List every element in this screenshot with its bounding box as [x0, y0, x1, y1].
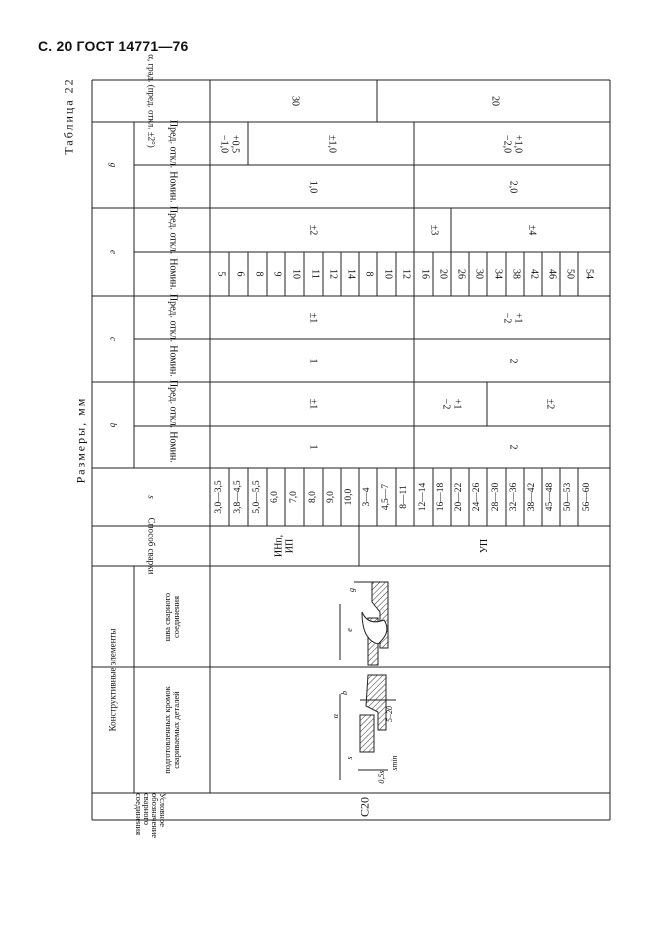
s-value-19: 45—48: [545, 482, 556, 512]
e-nom-21: 54: [583, 269, 595, 279]
weld-seam-header: шва сварного соединения: [162, 592, 181, 641]
b-tol-1: ±1: [307, 398, 319, 410]
e-tol-2: ±3: [427, 224, 439, 236]
s-value-16: 28—30: [490, 482, 501, 512]
label-offset: 0,5s: [376, 770, 386, 784]
method-1: ИНп, ИП: [273, 534, 295, 558]
s-value-4: 6,0: [270, 491, 281, 503]
e-nom-10: 10: [381, 269, 393, 279]
e-nom-13: 20: [437, 269, 449, 279]
label-smin: smin: [389, 755, 399, 771]
b-tol-3: ±2: [543, 398, 555, 410]
g-tol-header: Пред. откл.: [167, 119, 179, 168]
label-5-20: 5–20: [384, 706, 394, 722]
c-tol-header: Пред. откл.: [167, 293, 179, 342]
e-nom-17: 38: [510, 269, 522, 279]
label-e: e: [344, 628, 354, 632]
c-tol-1: ±1: [307, 312, 319, 323]
s-value-9: 3—4: [362, 487, 373, 507]
s-value-15: 24—26: [472, 482, 483, 512]
page-header: С. 20 ГОСТ 14771—76: [38, 38, 189, 54]
e-nom-3: 8: [252, 271, 264, 277]
method-2: УП: [478, 538, 490, 554]
alpha-value-1: 30: [288, 96, 300, 106]
g-tol-2: ±1,0: [326, 134, 338, 153]
joint-code: С20: [357, 796, 372, 817]
c-tol-2: +1 −2: [502, 312, 524, 323]
e-nom-4: 9: [271, 271, 283, 277]
s-value-8: 10,0: [344, 488, 355, 506]
e-nom-2: 6: [233, 271, 245, 277]
welding-method-header: Способ сварки: [146, 517, 157, 575]
e-nom-9: 8: [363, 271, 375, 277]
e-nom-19: 46: [546, 269, 558, 279]
g-nom-header: Номин.: [167, 170, 179, 203]
e-nom-8: 14: [345, 269, 357, 279]
g-tol-3: +1,0 −2,0: [502, 134, 524, 153]
s-value-2: 3,8—4,5: [232, 480, 243, 514]
s-value-1: 3,0—3,5: [213, 480, 224, 514]
prepared-edges-header: подготовленных кромок свариваемых деталей: [162, 686, 181, 774]
b-nom-2: 2: [507, 444, 519, 450]
e-nom-12: 16: [418, 269, 430, 279]
technical-drawings: [340, 582, 396, 780]
b-header: b: [108, 422, 119, 428]
alpha-header: α, град. (пред. откл. ±2°): [146, 54, 157, 148]
weld-seam-drawing: [340, 582, 388, 665]
e-nom-6: 11: [308, 269, 320, 279]
s-value-10: 4,5—7: [380, 483, 391, 511]
g-nom-2: 2,0: [507, 180, 519, 193]
e-header: e: [108, 250, 119, 254]
g-tol-1: +0,5 −1,0: [219, 134, 241, 153]
b-tol-header: Пред. откл.: [167, 379, 179, 429]
s-value-21: 56—60: [582, 482, 593, 512]
s-value-5: 7,0: [288, 491, 299, 503]
e-nom-7: 12: [327, 269, 339, 279]
joint-designation-header: Условное обозначение сварного соединения: [133, 792, 169, 838]
label-s: s: [344, 756, 354, 760]
s-header: s: [146, 495, 157, 499]
table-label: Таблица 22: [61, 77, 76, 155]
g-nom-1: 1,0: [307, 180, 319, 193]
structural-elements-header: Конструктивные элементы: [107, 628, 118, 731]
b-tol-2: +1 −2: [440, 398, 462, 410]
s-value-20: 50—53: [563, 482, 574, 512]
b-nom-1: 1: [307, 444, 319, 450]
c-nom-1: 1: [307, 358, 319, 363]
e-nom-14: 26: [455, 269, 467, 279]
s-value-13: 16—18: [436, 482, 447, 512]
e-tol-header: Пред. откл.: [167, 205, 179, 255]
e-nom-15: 30: [473, 269, 485, 279]
c-nom-header: Номин.: [167, 344, 179, 377]
s-value-6: 8,0: [307, 491, 318, 503]
e-nom-18: 42: [528, 269, 540, 279]
c-header: c: [108, 337, 119, 341]
c-nom-2: 2: [507, 358, 519, 363]
e-tol-3: ±4: [525, 224, 537, 236]
alpha-value-2: 20: [488, 96, 500, 106]
s-value-14: 20—22: [454, 482, 465, 512]
e-nom-16: 34: [491, 269, 503, 279]
s-value-3: 5,0—5,5: [251, 480, 262, 514]
e-nom-1: 5: [214, 271, 226, 277]
e-nom-5: 10: [289, 269, 301, 279]
e-nom-header: Номин.: [167, 258, 179, 290]
label-alpha: α: [330, 713, 340, 719]
s-value-12: 12—14: [417, 482, 428, 512]
g-header: g: [108, 162, 119, 168]
s-value-17: 32—36: [509, 482, 520, 512]
dimensions-label: Размеры, мм: [73, 396, 88, 484]
b-nom-header: Номин.: [167, 431, 179, 463]
e-tol-1: ±2: [307, 224, 319, 236]
s-value-11: 8—11: [399, 485, 410, 509]
e-nom-20: 50: [564, 269, 576, 279]
s-value-7: 9,0: [326, 491, 337, 503]
label-g: g: [346, 588, 356, 592]
s-value-18: 38—42: [527, 482, 538, 512]
label-b: b: [339, 691, 349, 695]
e-nom-11: 12: [400, 269, 412, 279]
